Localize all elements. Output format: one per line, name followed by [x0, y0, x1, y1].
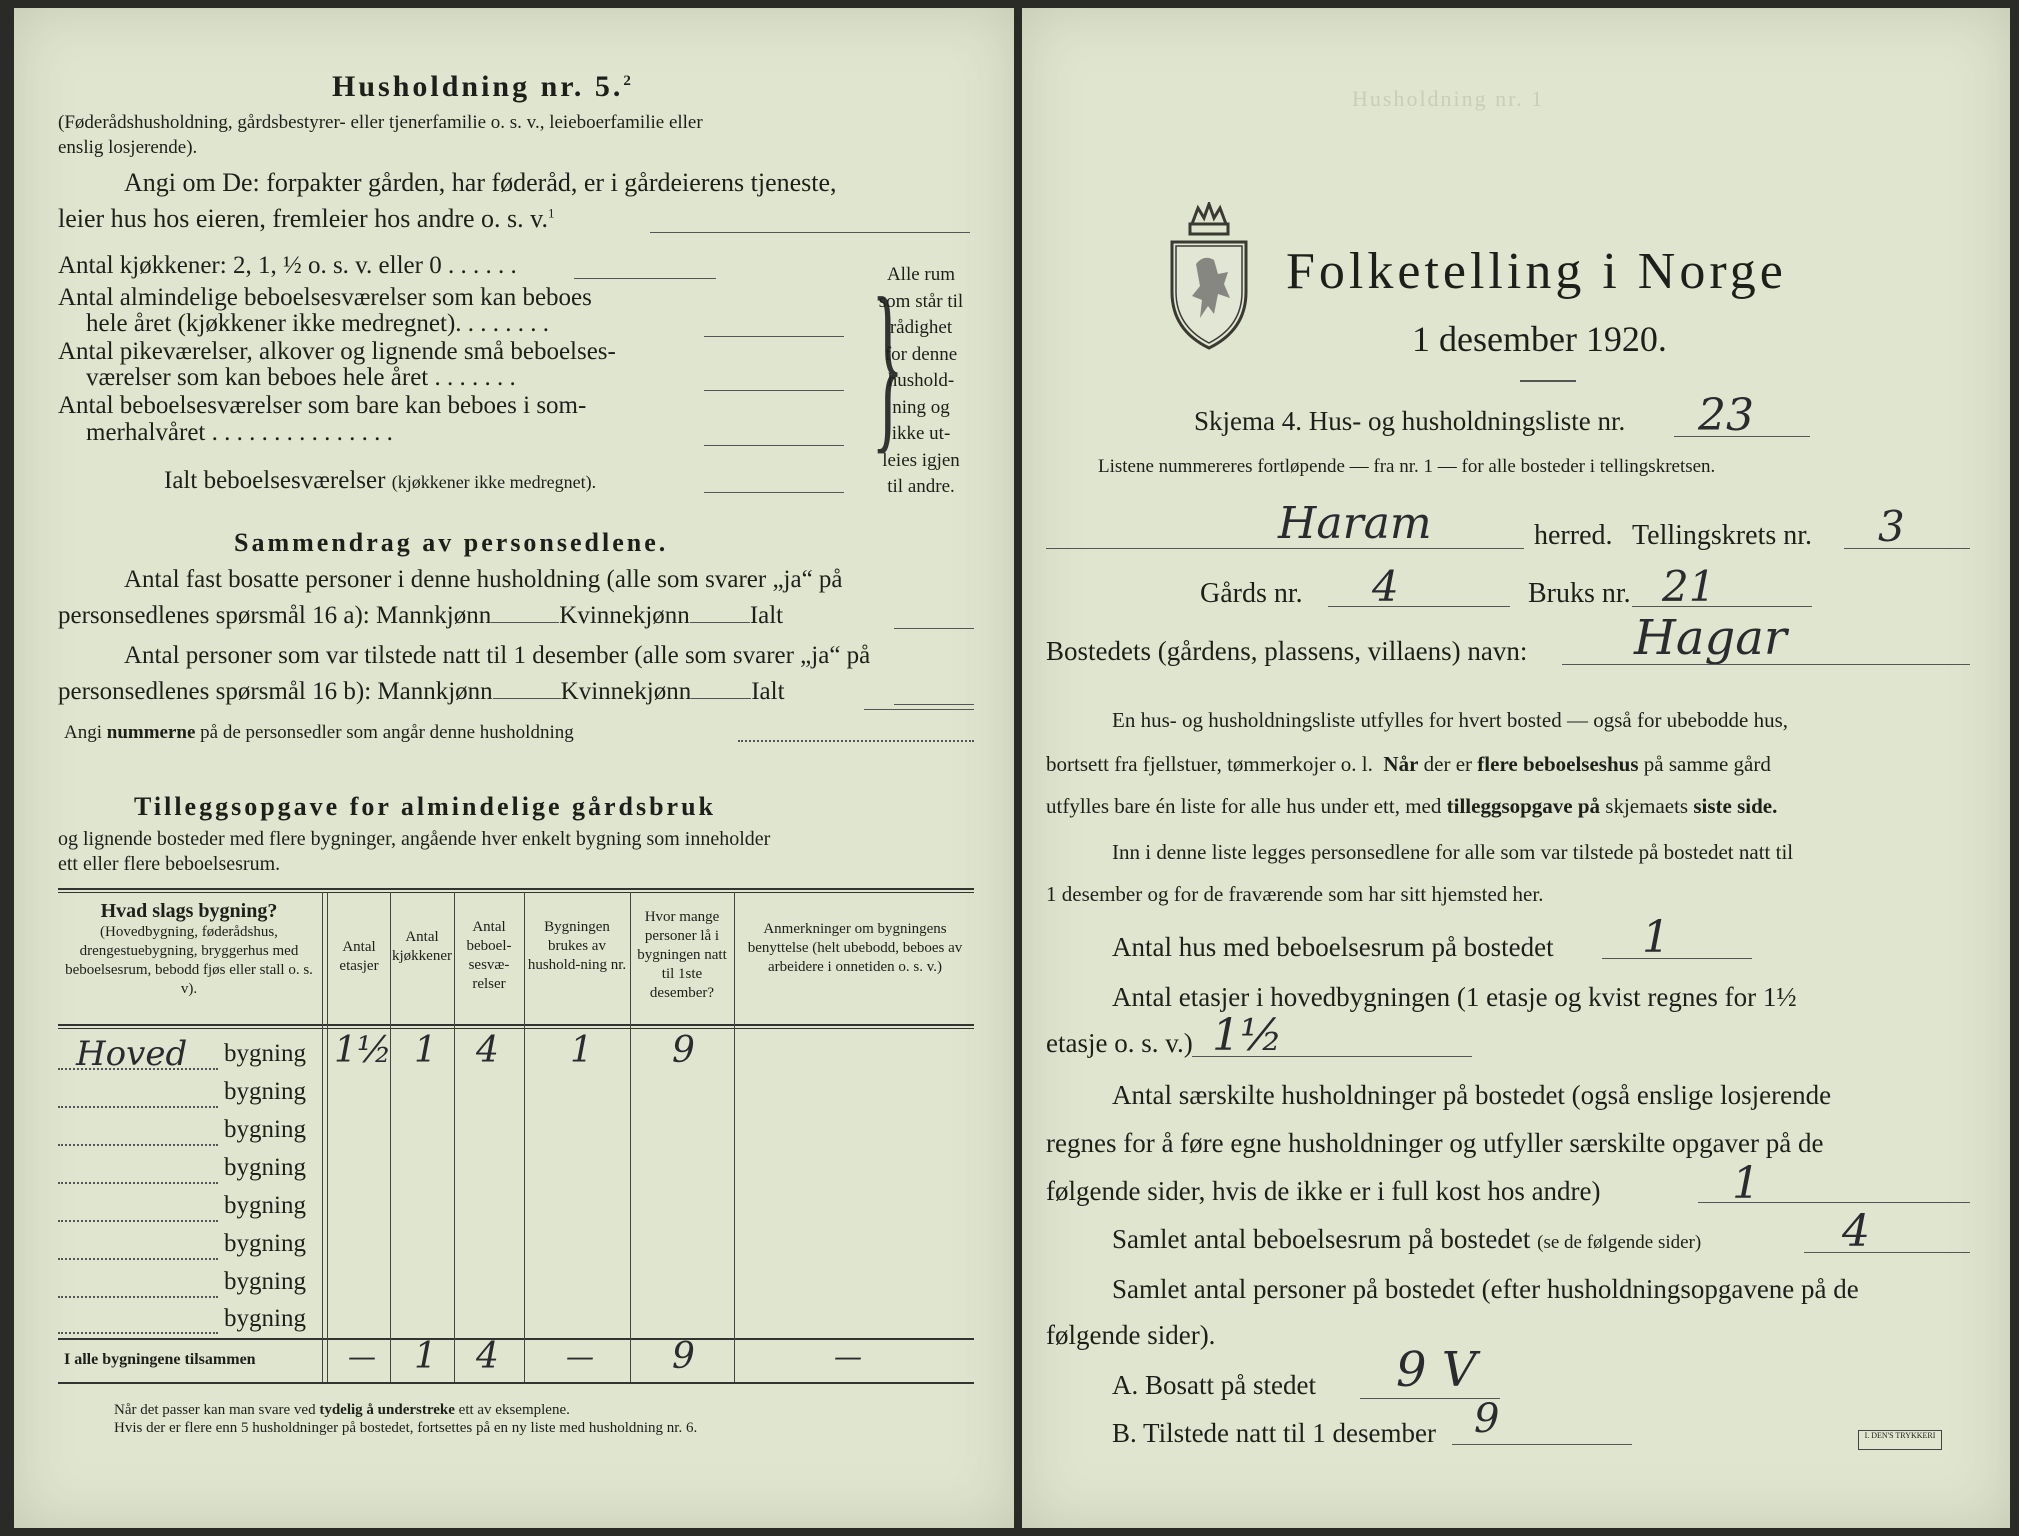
q-small-1: Antal pikeværelser, alkover og lignende små beboelses-: [58, 338, 616, 365]
info-para-1-line-1: En hus- og husholdningsliste utfylles for hvert bosted — også for ubebodde hus,: [1112, 708, 1788, 732]
coat-of-arms-icon: [1164, 202, 1254, 361]
a-tilstede: 9: [1474, 1396, 1500, 1442]
row-label: bygning: [224, 1268, 306, 1295]
col-husholdning-header: Bygningen brukes av hushold-ning nr.: [527, 919, 627, 973]
summary-title: Sammendrag av personsedlene.: [234, 528, 669, 557]
main-title: Folketelling i Norge: [1286, 243, 1787, 300]
q-personer-1: Samlet antal personer på bostedet (efter husholdningsopgavene på de: [1112, 1274, 1859, 1304]
bosted-value: Hagar: [1634, 610, 1787, 666]
right-page: [1022, 8, 2010, 1528]
supplement-1: og lignende bosteder med flere bygninger, angående hver enkelt bygning som inneholder: [58, 828, 771, 850]
total-etasjer: —: [348, 1340, 376, 1373]
q-etasjer-1: Antal etasjer i hovedbygningen (1 etasje og kvist regnes for 1½: [1112, 982, 1797, 1012]
gards-label: Gårds nr.: [1200, 578, 1303, 609]
tellingskrets-value: 3: [1878, 502, 1905, 551]
intro-paren-1: (Føderådshusholdning, gårdsbestyrer- eller tjenerfamilie o. s. v., leieboerfamilie eller: [58, 112, 703, 133]
q-small-2: værelser som kan beboes hele året . . . . . . .: [86, 364, 516, 391]
q-husholdninger-1: Antal særskilte husholdninger på bostedet (også enslige losjerende: [1112, 1080, 1832, 1110]
q-summer-2: merhalvåret . . . . . . . . . . . . . . .: [86, 419, 393, 446]
info-para-1-line-3: utfylles bare én liste for alle hus under ett, med tilleggsopgave på skjemaets siste side.: [1046, 794, 1778, 818]
intro-ask-1: Angi om De: forpakter gården, har føderåd, er i gårdeierens tjeneste,: [124, 168, 837, 197]
col-anmerkninger-header: Anmerkninger om bygningens benyttelse (helt ubebodd, beboes av arbeidere i onnetiden o. s. v.): [747, 921, 963, 975]
row-label: bygning: [224, 1230, 306, 1257]
brace: }: [871, 260, 904, 470]
a-antal-hus: 1: [1642, 912, 1670, 963]
list-number: 23: [1698, 390, 1754, 441]
info-para-1-line-2: bortsett fra fjellstuer, tømmerkojer o. l. Når der er flere beboelseshus på samme gård: [1046, 752, 1771, 776]
q-rooms-1: Antal almindelige beboelsesværelser som kan beboes: [58, 284, 592, 311]
herred-value: Haram: [1278, 498, 1432, 549]
row1-etasjer: 1½: [334, 1030, 392, 1071]
q-husholdninger-2: regnes for å føre egne husholdninger og utfyller særskilte opgaver på de: [1046, 1128, 1824, 1158]
side-note: Alle rum som står til rådighet for denne hushold- ning og ikke ut- leies igjen til andre.: [878, 264, 964, 497]
row1-type: Hoved: [76, 1034, 188, 1074]
row1-vaerelser: 4: [476, 1030, 499, 1071]
bruks-label: Bruks nr.: [1528, 578, 1631, 609]
numbering-note: Listene nummereres fortløpende — fra nr. 1 — for alle bosteder i tellingskretsen.: [1098, 456, 1716, 477]
info-para-2-line-1: Inn i denne liste legges personsedlene for alle som var tilstede på bostedet natt til: [1112, 840, 1794, 864]
info-para-2-line-2: 1 desember og for de fraværende som har sitt hjemsted her.: [1046, 882, 1544, 906]
q-husholdninger-3: følgende sider, hvis de ikke er i full kost hos andre): [1046, 1176, 1601, 1206]
total-husholdning: —: [566, 1340, 594, 1373]
q-total: Ialt beboelsesværelser (kjøkkener ikke medregnet).: [164, 467, 597, 494]
supplement-2: ett eller flere beboelsesrum.: [58, 853, 281, 875]
bosted-label: Bostedets (gårdens, plassens, villaens) navn:: [1046, 636, 1528, 666]
bruks-value: 21: [1662, 562, 1716, 611]
a-etasjer: 1½: [1212, 1010, 1283, 1061]
supplement-title: Tilleggsopgave for almindelige gårdsbruk: [134, 792, 717, 821]
row-label: bygning: [224, 1116, 306, 1143]
tellingskrets-label: Tellingskrets nr.: [1632, 520, 1813, 551]
left-page: [14, 8, 1014, 1528]
a-husholdninger: 1: [1732, 1158, 1760, 1209]
q-bosatt: A. Bosatt på stedet: [1112, 1370, 1316, 1400]
col-kjokkener-header: Antal kjøkkener: [392, 929, 452, 964]
q-etasjer-2: etasje o. s. v.): [1046, 1028, 1193, 1058]
schema-label: Skjema 4. Hus- og husholdningsliste nr.: [1194, 406, 1626, 436]
summary-a-2: personsedlenes spørsmål 16 a): Mannkjønn Kvinnekjønn Ialt: [58, 602, 784, 629]
q-personer-2: følgende sider).: [1046, 1320, 1216, 1350]
col-etasjer-header: Antal etasjer: [339, 939, 379, 974]
q-rooms-2: hele året (kjøkkener ikke medregnet). . . . . . . .: [86, 310, 550, 337]
summary-b-2: personsedlenes spørsmål 16 b): Mannkjønn Kvinnekjønn Ialt: [58, 678, 785, 705]
row-label: bygning: [224, 1040, 306, 1067]
col-vaerelser-header: Antal beboel-sesvæ-relser: [466, 919, 512, 992]
q-kitchens: Antal kjøkkener: 2, 1, ½ o. s. v. eller 0 . . . . . .: [58, 252, 517, 279]
numbers-line: Angi nummerne på de personsedler som angår denne husholdning: [64, 722, 574, 743]
a-bosatt: 9 V: [1396, 1342, 1477, 1398]
bleed-through-title: Husholdning nr. 1: [1352, 86, 1545, 111]
herred-label: herred.: [1534, 520, 1613, 551]
q-beboelsesrum: Samlet antal beboelsesrum på bostedet (se de følgende sider): [1112, 1224, 1702, 1254]
footnote-1: Når det passer kan man svare ved tydelig å understreke ett av eksemplene.: [114, 1402, 570, 1418]
total-kjokkener: 1: [414, 1336, 437, 1377]
row-label: bygning: [224, 1154, 306, 1181]
col-personer-header: Hvor mange personer lå i bygningen natt til 1ste desember?: [637, 909, 727, 1001]
q-summer-1: Antal beboelsesværelser som bare kan beboes i som-: [58, 392, 587, 419]
gards-value: 4: [1372, 562, 1399, 611]
household-title: Husholdning nr. 5.$^2$: [332, 70, 634, 103]
a-beboelsesrum: 4: [1842, 1206, 1870, 1257]
summary-b-1: Antal personer som var tilstede natt til 1 desember (alle som svarer „ja“ på: [124, 642, 871, 669]
col-building-type-header: Hvad slags bygning? (Hovedbygning, føderådshus, drengestuebygning, bryggerhus med beboelsesrum, bebodd fjøs eller stall o. s. v).: [65, 900, 313, 997]
total-personer: 9: [672, 1336, 695, 1377]
row-label: bygning: [224, 1305, 306, 1332]
row-label: bygning: [224, 1192, 306, 1219]
summary-a-1: Antal fast bosatte personer i denne husholdning (alle som svarer „ja“ på: [124, 566, 843, 593]
total-label: I alle bygningene tilsammen: [64, 1351, 256, 1368]
intro-ask-2: leier hus hos eieren, fremleier hos andre o. s. v.$^1$: [58, 204, 555, 233]
census-date: 1 desember 1920.: [1412, 319, 1667, 359]
total-vaerelser: 4: [476, 1336, 499, 1377]
footnote-2: Hvis der er flere enn 5 husholdninger på bostedet, fortsettes på en ny liste med husholdning nr. 6.: [114, 1420, 698, 1436]
row1-kjokkener: 1: [414, 1030, 437, 1071]
row-label: bygning: [224, 1078, 306, 1105]
row1-husholdning: 1: [570, 1030, 593, 1071]
q-tilstede: B. Tilstede natt til 1 desember: [1112, 1418, 1436, 1448]
row1-personer: 9: [672, 1030, 695, 1071]
q-antal-hus: Antal hus med beboelsesrum på bostedet: [1112, 932, 1554, 962]
intro-paren-2: enslig losjerende).: [58, 137, 198, 158]
printer-stamp: I. DEN'S TRYKKERI: [1858, 1430, 1942, 1450]
total-anm: —: [834, 1340, 862, 1373]
